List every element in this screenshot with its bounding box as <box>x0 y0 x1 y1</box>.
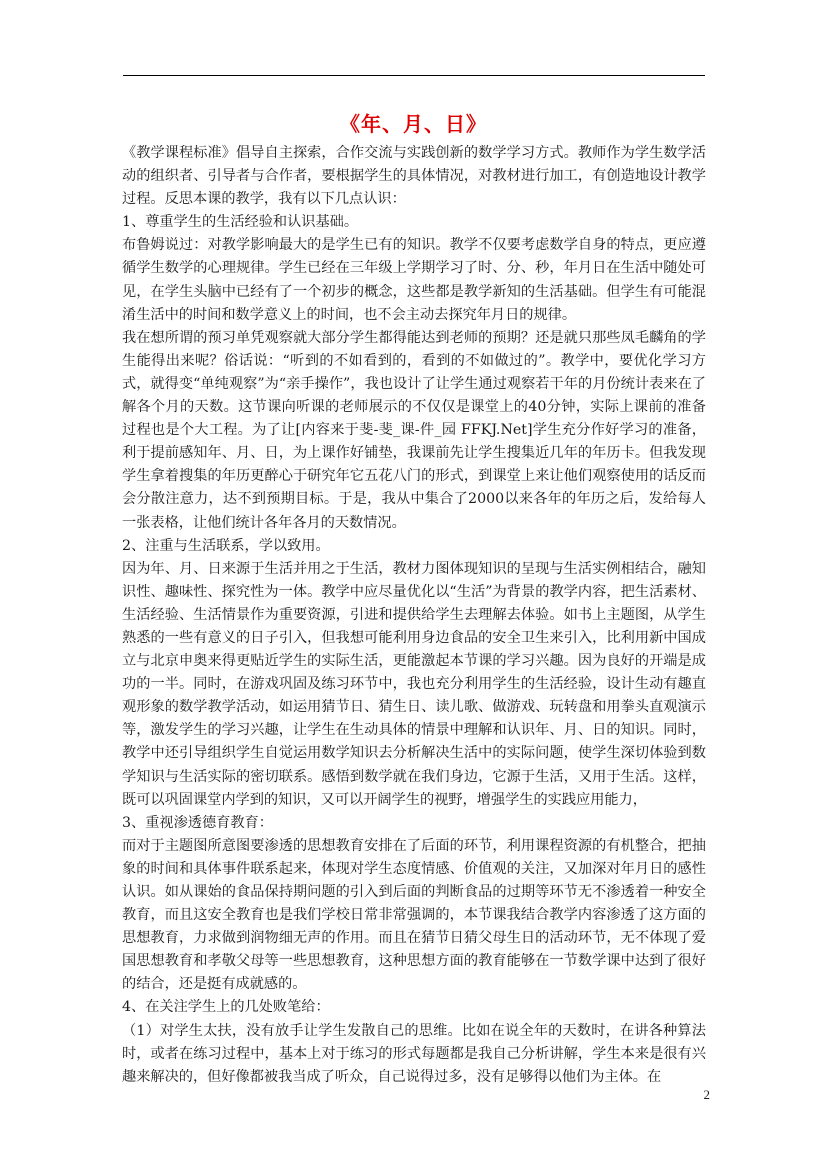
page-title: 《年、月、日》 <box>340 112 487 136</box>
heading-point-4: 4、在关注学生上的几处败笔给： <box>122 999 330 1016</box>
paragraph-life-connection: 因为年、月、日来源于生活并用之于生活，教材力图体现知识的呈现与生活实例相结合，融知识性、趣味性、探究性为一体。教学中应尽量优化以“生活”为背景的教学内容，把生活素材、生活经验、生活情景作为重要资源，引进和提供给学生去理解去体验。如书上主题图，从学生熟悉的一些有意义的日子引入，但我想可能利用身边食品的安全卫生来引入，比利用新中国成立与北京申奥来得更贴近学生的实际生活，更能激起本节课的学习兴趣。因为良好的开端是成功的一半。同时，在游戏巩固及练习环节中，我也充分利用学生的生活经验，设计生动有趣直观形象的数学教学活动，如运用猜节日、猜生日、读儿歌、做游戏、玩转盘和用拳头直观演示等，激发学生的学习兴趣，让学生在生动具体的情景中理解和认识年、月、日的知识。同时，教学中还引导组织学生自觉运用数学知识去分析解决生活中的实际问题，使学生深切体验到数学知识与生活实际的密切联系。感悟到数学就在我们身边，它源于生活，又用于生活。这样，既可以巩固课堂内学到的知识，又可以开阔学生的视野，增强学生的实践应用能力， <box>122 560 706 808</box>
paragraph-preview: 我在想所谓的预习单凭观察就大部分学生都得能达到老师的预期？还是就只那些凤毛麟角的学生能得出来呢？俗话说：“听到的不如看到的，看到的不如做过的”。教学中，要优化学习方式，就得变“单纯观察”为“亲手操作”，我也设计了让学生通过观察若干年的月份统计表来在了解各个月的天数。这节课向听课的老师展示的不仅仅是课堂上的40分钟，实际上课前的准备过程也是个大工程。为了让[内容来于斐-斐_课-件_园 FFKJ.Net]学生充分作好学习的准备，利于提前感知年、月、日，为上课作好铺垫，我课前先让学生搜集近几年的年历卡。但我发现学生拿着搜集的年历更醉心于研究年它五花八门的形式，到课堂上来让他们观察使用的话反而会分散注意力，达不到预期目标。于是，我从中集合了2000以来各年的年历之后，发给每人一张表格，让他们统计各年各月的天数情况。 <box>122 329 706 531</box>
heading-point-2: 2、注重与生活联系，学以致用。 <box>122 537 330 554</box>
paragraph-intro: 《教学课程标准》倡导自主探索，合作交流与实践创新的数学学习方式。教师作为学生数学活动的组织者、引导者与合作者，要根据学生的具体情况，对教材进行加工，有创造地设计教学过程。反思本课的教学，我有以下几点认识： <box>122 145 706 208</box>
paragraph-shortcoming-1: （1）对学生太扶，没有放手让学生发散自己的思维。比如在说全年的天数时，在讲各种算法时，或者在练习过程中，基本上对于练习的形式每题都是我自己分析讲解，学生本来是很有兴趣来解决的，但好像都被我当成了听众，自己说得过多，没有足够得以他们为主体。在 <box>122 1022 706 1085</box>
paragraph-bloom: 布鲁姆说过：对教学影响最大的是学生已有的知识。教学不仅要考虑数学自身的特点，更应遵循学生数学的心理规律。学生已经在三年级上学期学习了时、分、秒，年月日在生活中随处可见，在学生头脑中已经有了一个初步的概念，这些都是教学新知的生活基础。但学生有可能混淆生活中的时间和数学意义上的时间，也不会主动去探究年月日的规律。 <box>122 237 706 323</box>
heading-point-1: 1、尊重学生的生活经验和认识基础。 <box>122 214 359 231</box>
heading-point-3: 3、重视渗透德育教育： <box>122 814 273 831</box>
page-number: 2 <box>703 1087 710 1102</box>
paragraph-moral-education: 而对于主题图所意图要渗透的思想教育安排在了后面的环节，利用课程资源的有机整合，把抽象的时间和具体事件联系起来，体现对学生态度情感、价值观的关注，又加深对年月日的感性认识。如从课始的食品保持期问题的引入到后面的判断食品的过期等环节无不渗透着一种安全教育，而且这安全教育也是我们学校日常非常强调的，本节课我结合教学内容渗透了这方面的思想教育，力求做到润物细无声的作用。而且在猜节日猜父母生日的活动环节，无不体现了爱国思想教育和孝敬父母等一些思想教育，这种思想方面的教育能够在一节数学课中达到了很好的结合，还是挺有成就感的。 <box>122 837 706 993</box>
header-rule <box>123 75 705 76</box>
document-body <box>122 142 706 1089</box>
